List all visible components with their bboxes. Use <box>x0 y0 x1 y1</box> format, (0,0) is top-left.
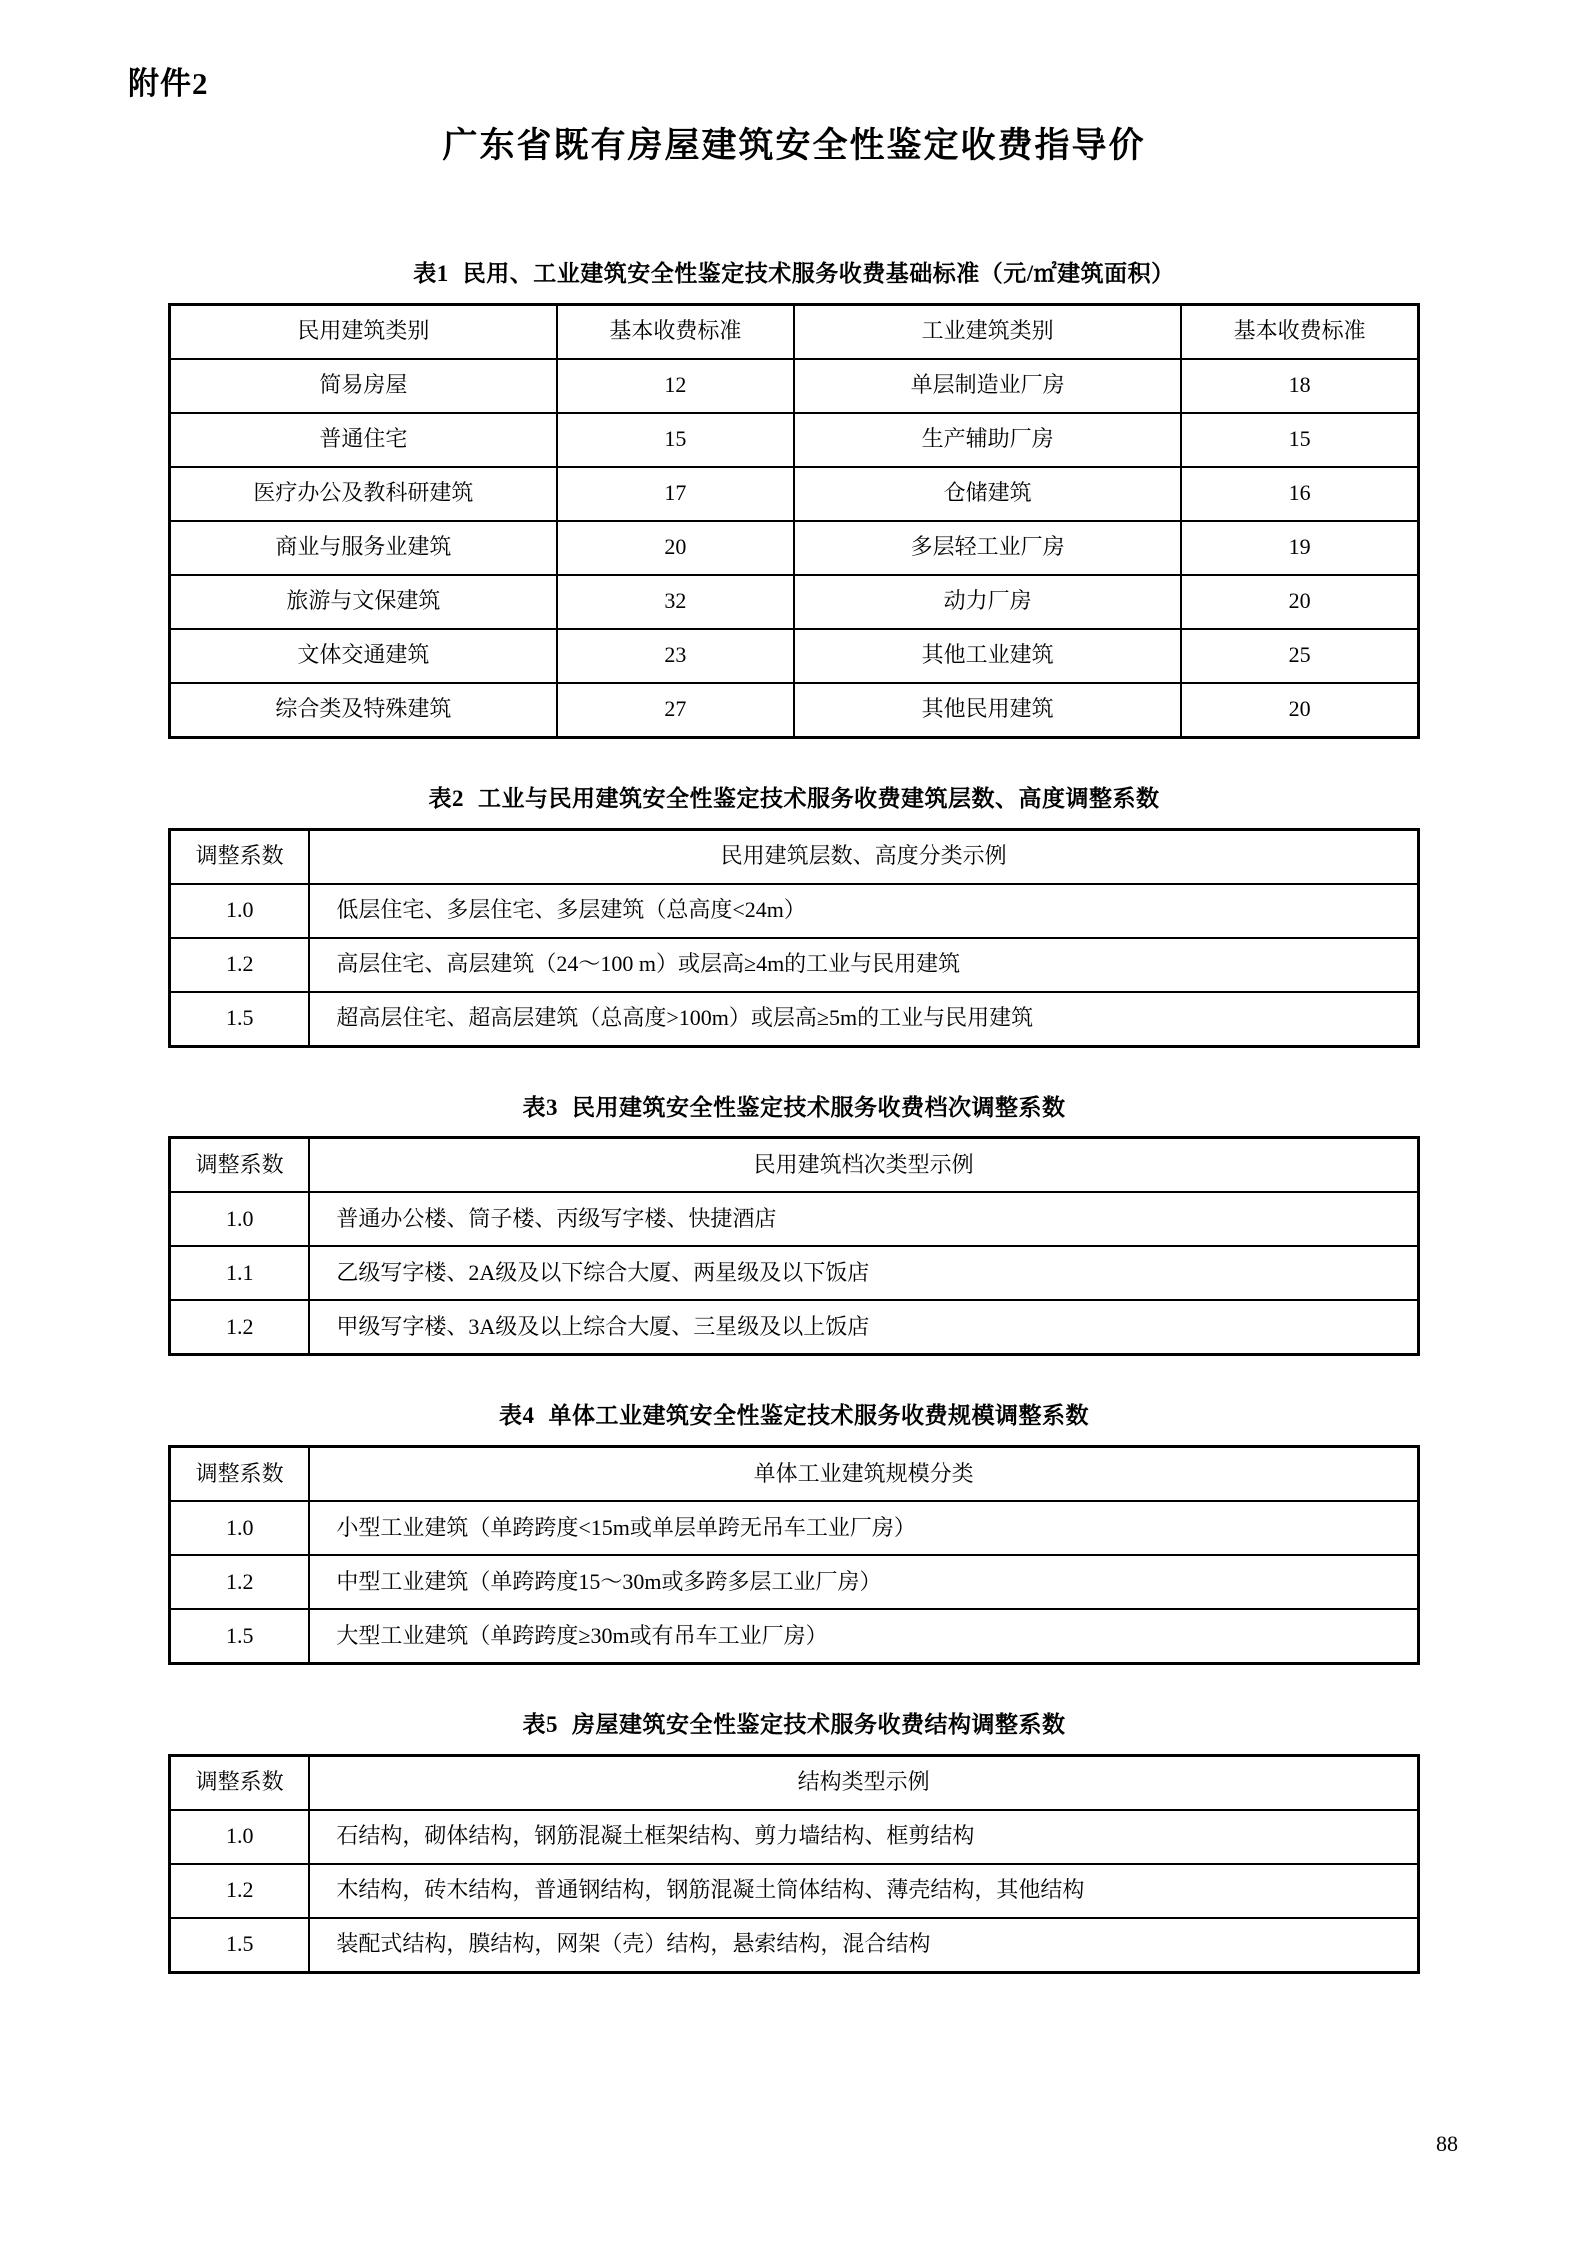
table-row <box>170 521 1419 575</box>
cell-civil-category: 普通住宅 <box>170 413 557 467</box>
column-header: 民用建筑层数、高度分类示例 <box>309 829 1418 884</box>
table-row <box>170 1609 1419 1664</box>
cell-description: 普通办公楼、筒子楼、丙级写字楼、快捷酒店 <box>309 1192 1418 1246</box>
cell-civil-fee: 12 <box>557 359 794 413</box>
cell-coefficient: 1.5 <box>170 1918 310 1973</box>
column-header: 基本收费标准 <box>557 304 794 359</box>
cell-industrial-fee: 15 <box>1181 413 1418 467</box>
cell-industrial-fee: 20 <box>1181 575 1418 629</box>
table-row <box>170 359 1419 413</box>
cell-industrial-category: 多层轻工业厂房 <box>794 521 1181 575</box>
table1-caption <box>168 260 1420 289</box>
cell-industrial-category: 其他民用建筑 <box>794 683 1181 738</box>
table-row <box>170 467 1419 521</box>
cell-industrial-category: 生产辅助厂房 <box>794 413 1181 467</box>
table5-caption-number: 表5 <box>522 1712 558 1737</box>
cell-industrial-fee: 16 <box>1181 467 1418 521</box>
table1-caption-number: 表1 <box>413 261 449 286</box>
cell-description: 甲级写字楼、3A级及以上综合大厦、三星级及以上饭店 <box>309 1300 1418 1355</box>
table4 <box>168 1445 1420 1665</box>
cell-civil-category: 医疗办公及教科研建筑 <box>170 467 557 521</box>
cell-industrial-category: 单层制造业厂房 <box>794 359 1181 413</box>
page-title: 广东省既有房屋建筑安全性鉴定收费指导价 <box>442 126 1146 165</box>
column-header: 单体工业建筑规模分类 <box>309 1447 1418 1502</box>
table-row <box>170 683 1419 738</box>
table1 <box>168 303 1420 739</box>
column-header: 调整系数 <box>170 1138 310 1193</box>
table-row <box>170 1300 1419 1355</box>
cell-description: 木结构，砖木结构，普通钢结构，钢筋混凝土筒体结构、薄壳结构，其他结构 <box>309 1864 1418 1918</box>
cell-civil-fee: 27 <box>557 683 794 738</box>
cell-industrial-fee: 19 <box>1181 521 1418 575</box>
table-row <box>170 1501 1419 1555</box>
table-row <box>170 1864 1419 1918</box>
table4-caption-number: 表4 <box>499 1403 535 1429</box>
table-row <box>170 1918 1419 1973</box>
cell-civil-category: 文体交通建筑 <box>170 629 557 683</box>
cell-civil-category: 简易房屋 <box>170 359 557 413</box>
cell-description: 中型工业建筑（单跨跨度15～30m或多跨多层工业厂房） <box>309 1555 1418 1609</box>
cell-description: 乙级写字楼、2A级及以下综合大厦、两星级及以下饭店 <box>309 1246 1418 1300</box>
table5 <box>168 1754 1420 1974</box>
table2-caption-text: 工业与民用建筑安全性鉴定技术服务收费建筑层数、高度调整系数 <box>478 785 1160 811</box>
table-row <box>170 413 1419 467</box>
table3 <box>168 1136 1420 1356</box>
cell-industrial-fee: 18 <box>1181 359 1418 413</box>
table2-caption-number: 表2 <box>428 785 464 811</box>
cell-coefficient: 1.2 <box>170 1555 310 1609</box>
tables-container <box>168 260 1420 2020</box>
cell-civil-category: 旅游与文保建筑 <box>170 575 557 629</box>
table5-caption-text: 房屋建筑安全性鉴定技术服务收费结构调整系数 <box>572 1712 1066 1737</box>
cell-coefficient: 1.0 <box>170 1810 310 1864</box>
cell-civil-fee: 32 <box>557 575 794 629</box>
cell-civil-fee: 23 <box>557 629 794 683</box>
column-header: 结构类型示例 <box>309 1755 1418 1810</box>
table-row <box>170 992 1419 1047</box>
table-row <box>170 575 1419 629</box>
cell-coefficient: 1.0 <box>170 1501 310 1555</box>
cell-civil-fee: 20 <box>557 521 794 575</box>
table3-caption <box>168 1094 1420 1123</box>
table3-caption-number: 表3 <box>522 1094 558 1120</box>
table-header-row <box>170 829 1419 884</box>
column-header: 工业建筑类别 <box>794 304 1181 359</box>
page-number: 88 <box>1436 2131 1458 2156</box>
table-header-row <box>170 1138 1419 1193</box>
table5-caption <box>168 1711 1420 1740</box>
table2 <box>168 828 1420 1048</box>
cell-coefficient: 1.2 <box>170 1864 310 1918</box>
table-row <box>170 1555 1419 1609</box>
table-row <box>170 884 1419 938</box>
cell-description: 小型工业建筑（单跨跨度<15m或单层单跨无吊车工业厂房） <box>309 1501 1418 1555</box>
table2-caption <box>168 785 1420 814</box>
table4-caption <box>168 1402 1420 1431</box>
column-header: 基本收费标准 <box>1181 304 1418 359</box>
cell-civil-category: 综合类及特殊建筑 <box>170 683 557 738</box>
column-header: 调整系数 <box>170 1447 310 1502</box>
cell-coefficient: 1.0 <box>170 1192 310 1246</box>
cell-civil-category: 商业与服务业建筑 <box>170 521 557 575</box>
cell-industrial-category: 仓储建筑 <box>794 467 1181 521</box>
cell-industrial-fee: 25 <box>1181 629 1418 683</box>
column-header: 调整系数 <box>170 829 310 884</box>
attachment-label: 附件2 <box>128 66 209 101</box>
cell-coefficient: 1.5 <box>170 992 310 1047</box>
cell-coefficient: 1.5 <box>170 1609 310 1664</box>
cell-description: 装配式结构，膜结构，网架（壳）结构，悬索结构，混合结构 <box>309 1918 1418 1973</box>
table-row <box>170 1810 1419 1864</box>
table4-caption-text: 单体工业建筑安全性鉴定技术服务收费规模调整系数 <box>548 1403 1089 1429</box>
column-header: 民用建筑档次类型示例 <box>309 1138 1418 1193</box>
cell-industrial-category: 其他工业建筑 <box>794 629 1181 683</box>
cell-coefficient: 1.2 <box>170 1300 310 1355</box>
cell-civil-fee: 17 <box>557 467 794 521</box>
table-row <box>170 938 1419 992</box>
table1-caption-text: 民用、工业建筑安全性鉴定技术服务收费基础标准（元/㎡建筑面积） <box>462 261 1175 286</box>
cell-coefficient: 1.2 <box>170 938 310 992</box>
table-row <box>170 629 1419 683</box>
table-header-row <box>170 1755 1419 1810</box>
cell-description: 超高层住宅、超高层建筑（总高度>100m）或层高≥5m的工业与民用建筑 <box>309 992 1418 1047</box>
cell-industrial-fee: 20 <box>1181 683 1418 738</box>
table-header-row <box>170 1447 1419 1502</box>
cell-industrial-category: 动力厂房 <box>794 575 1181 629</box>
table-header-row <box>170 304 1419 359</box>
table3-caption-text: 民用建筑安全性鉴定技术服务收费档次调整系数 <box>572 1094 1066 1120</box>
cell-description: 高层住宅、高层建筑（24～100 m）或层高≥4m的工业与民用建筑 <box>309 938 1418 992</box>
table-row <box>170 1246 1419 1300</box>
cell-coefficient: 1.0 <box>170 884 310 938</box>
cell-civil-fee: 15 <box>557 413 794 467</box>
cell-coefficient: 1.1 <box>170 1246 310 1300</box>
column-header: 调整系数 <box>170 1755 310 1810</box>
column-header: 民用建筑类别 <box>170 304 557 359</box>
table-row <box>170 1192 1419 1246</box>
cell-description: 石结构，砌体结构，钢筋混凝土框架结构、剪力墙结构、框剪结构 <box>309 1810 1418 1864</box>
cell-description: 大型工业建筑（单跨跨度≥30m或有吊车工业厂房） <box>309 1609 1418 1664</box>
cell-description: 低层住宅、多层住宅、多层建筑（总高度<24m） <box>309 884 1418 938</box>
